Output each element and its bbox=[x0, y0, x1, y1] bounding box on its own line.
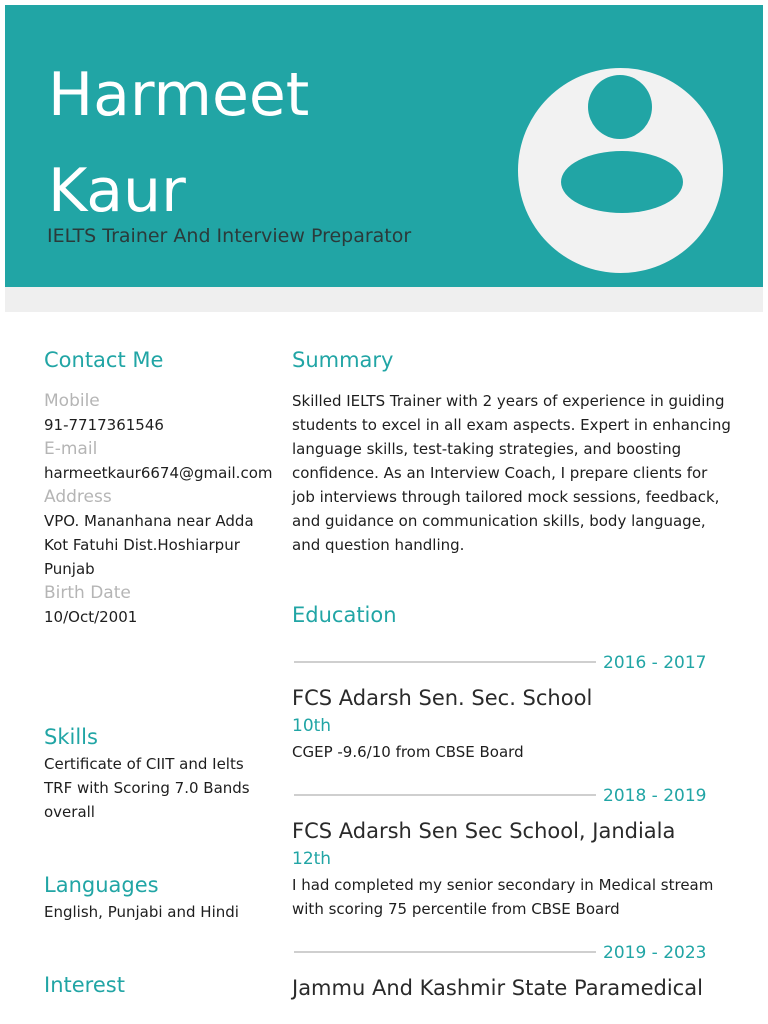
summary-text: Skilled IELTS Trainer with 2 years of experience in guiding students to excel in all exam aspects. Expert in enhancing language skills, test-taking strategies, and boosting confidence. As an Interview Coach, I prepare clients for job interviews through tailored mock sessions, feedback, and guidance on communication skills, body language, and question handling. bbox=[292, 392, 731, 554]
name-first: Harmeet bbox=[48, 60, 310, 130]
email-label: E-mail bbox=[44, 439, 98, 459]
avatar-body bbox=[561, 151, 683, 213]
skills-title: Skills bbox=[44, 725, 98, 749]
person-name bbox=[48, 47, 468, 239]
job-title: IELTS Trainer And Interview Preparator bbox=[47, 225, 412, 247]
education-divider bbox=[294, 661, 596, 663]
education-school: FCS Adarsh Sen Sec School, Jandiala bbox=[292, 819, 676, 843]
left-column bbox=[44, 345, 274, 629]
birth-value: 10/Oct/2001 bbox=[44, 608, 138, 626]
header-banner bbox=[5, 5, 763, 287]
languages-section bbox=[44, 870, 274, 924]
mobile-value: 91-7717361546 bbox=[44, 416, 164, 434]
summary-title: Summary bbox=[292, 348, 394, 372]
address-label: Address bbox=[44, 487, 112, 507]
education-title: Education bbox=[292, 603, 397, 627]
education-description: I had completed my senior secondary in Medical stream with scoring 75 percentile from CBSE Board bbox=[292, 876, 714, 918]
education-description: CGEP -9.6/10 from CBSE Board bbox=[292, 743, 524, 761]
name-last: Kaur bbox=[48, 156, 186, 226]
interest-section bbox=[44, 970, 274, 1000]
birth-label: Birth Date bbox=[44, 583, 131, 603]
interest-title: Interest bbox=[44, 973, 125, 997]
education-years: 2019 - 2023 bbox=[603, 943, 707, 963]
address-value: VPO. Mananhana near Adda Kot Fatuhi Dist.Hoshiarpur Punjab bbox=[44, 512, 254, 578]
user-icon bbox=[518, 68, 723, 273]
education-level: 10th bbox=[292, 716, 332, 736]
skills-text: Certificate of CIIT and Ielts TRF with Scoring 7.0 Bands overall bbox=[44, 755, 250, 821]
header-divider-band bbox=[5, 287, 763, 312]
languages-title: Languages bbox=[44, 873, 159, 897]
right-column bbox=[292, 345, 732, 557]
education-school: Jammu And Kashmir State Paramedical bbox=[292, 976, 703, 1000]
skills-section bbox=[44, 722, 274, 824]
education-years: 2018 - 2019 bbox=[603, 786, 707, 806]
education-level: 12th bbox=[292, 849, 332, 869]
languages-text: English, Punjabi and Hindi bbox=[44, 903, 239, 921]
mobile-label: Mobile bbox=[44, 391, 100, 411]
education-school: FCS Adarsh Sen. Sec. School bbox=[292, 686, 593, 710]
education-divider bbox=[294, 951, 596, 953]
education-divider bbox=[294, 794, 596, 796]
education-years: 2016 - 2017 bbox=[603, 653, 707, 673]
avatar-head bbox=[588, 75, 652, 139]
contact-title: Contact Me bbox=[44, 348, 164, 372]
email-value: harmeetkaur6674@gmail.com bbox=[44, 464, 273, 482]
